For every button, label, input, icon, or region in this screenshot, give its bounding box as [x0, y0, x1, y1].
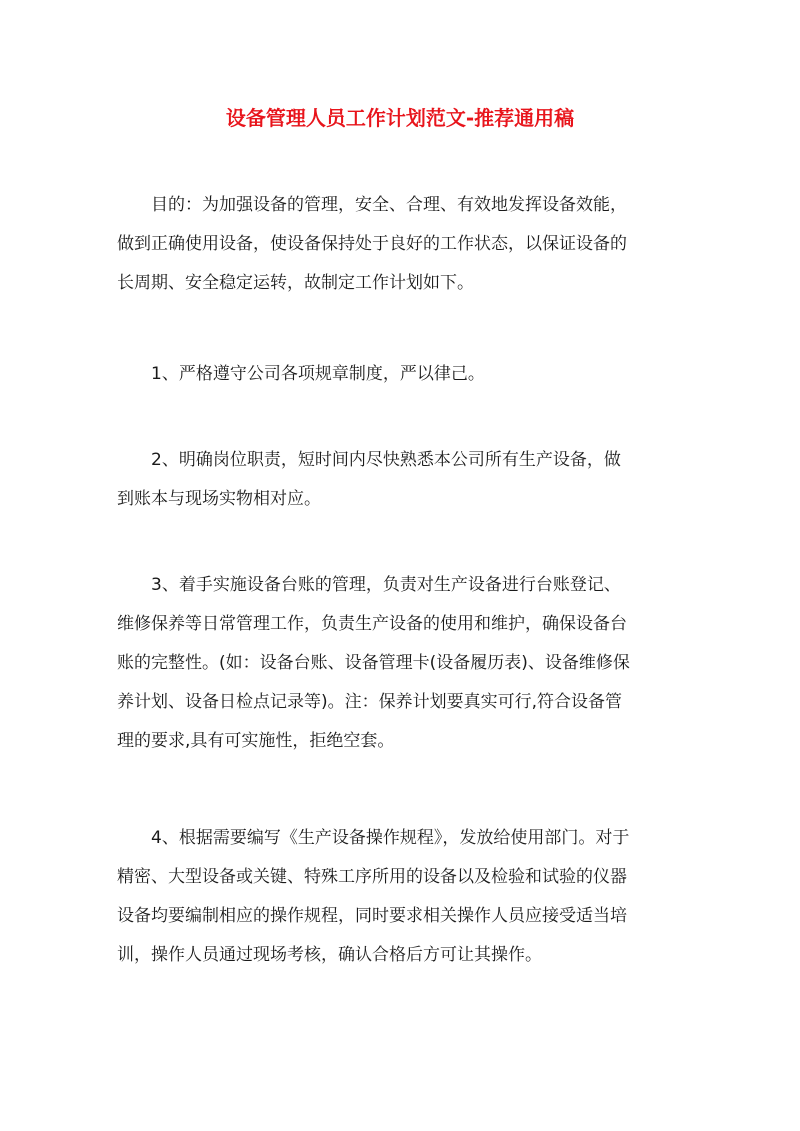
paragraph-line: 养计划、设备日检点记录等)。注：保养计划要真实可行,符合设备管	[117, 692, 623, 712]
paragraph-line: 1、严格遵守公司各项规章制度，严以律己。	[151, 364, 485, 384]
paragraph-line: 4、根据需要编写《生产设备操作规程》，发放给使用部门。对于	[151, 828, 630, 848]
paragraph-line: 3、着手实施设备台账的管理，负责对生产设备进行台账登记、	[151, 575, 621, 595]
item-1-paragraph	[117, 355, 687, 394]
paragraph-line: 做到正确使用设备，使设备保持处于良好的工作状态，以保证设备的	[117, 234, 627, 254]
paragraph-line: 到账本与现场实物相对应。	[117, 489, 321, 509]
paragraph-line: 理的要求,具有可实施性，拒绝空套。	[117, 731, 395, 751]
intro-paragraph	[117, 186, 687, 303]
paragraph-line: 目的：为加强设备的管理，安全、合理、有效地发挥设备效能，	[151, 195, 627, 215]
paragraph-line: 长周期、安全稳定运转，故制定工作计划如下。	[117, 273, 474, 293]
item-2-paragraph	[117, 441, 687, 519]
paragraph-line: 账的完整性。(如：设备台账、设备管理卡(设备履历表)、设备维修保	[117, 653, 630, 673]
item-4-paragraph	[117, 819, 687, 975]
paragraph-line: 设备均要编制相应的操作规程，同时要求相关操作人员应接受适当培	[117, 906, 627, 926]
paragraph-line: 2、明确岗位职责，短时间内尽快熟悉本公司所有生产设备，做	[151, 450, 621, 470]
document-title: 设备管理人员工作计划范文-推荐通用稿	[225, 106, 575, 130]
paragraph-line: 训，操作人员通过现场考核，确认合格后方可让其操作。	[117, 945, 542, 965]
paragraph-line: 维修保养等日常管理工作，负责生产设备的使用和维护，确保设备台	[117, 614, 627, 634]
item-3-paragraph	[117, 566, 687, 761]
paragraph-line: 精密、大型设备或关键、特殊工序所用的设备以及检验和试验的仪器	[117, 867, 627, 887]
